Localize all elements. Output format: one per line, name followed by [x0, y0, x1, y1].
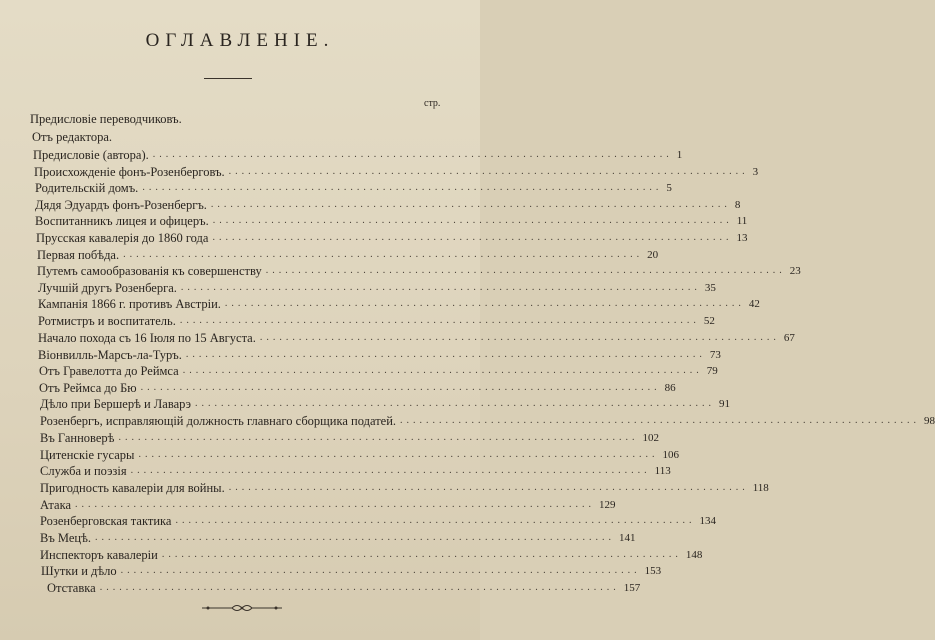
toc-entry-title: Начало похода съ 16 Іюля по 15 Августа.	[38, 331, 256, 345]
toc-entry-page-number: 106	[662, 449, 679, 461]
toc-entry-title: Отставка	[47, 581, 96, 595]
toc-entry-page-number: 102	[642, 432, 659, 444]
toc-entry-page-number: 86	[664, 382, 676, 394]
toc-entry-title: Прусская кавалерія до 1860 года	[36, 231, 209, 245]
toc-entry-title: Родительскій домъ.	[35, 181, 139, 195]
toc-entry	[40, 496, 616, 512]
toc-entry-title: Шутки и дѣло	[41, 564, 117, 578]
toc-entry-page-number: 113	[654, 465, 671, 477]
toc-entry	[40, 462, 671, 478]
toc-entry-page-number: 148	[685, 549, 703, 561]
toc-entry-title: Предисловіе (автора).	[33, 148, 149, 162]
toc-entry	[37, 246, 659, 262]
dot-leader: ................................................................................	[228, 482, 749, 493]
toc-entry	[37, 262, 801, 278]
dot-leader: ................................................................................	[180, 282, 701, 293]
toc-entry-title: Ротмистръ и воспитатель.	[38, 314, 176, 328]
dot-leader: ................................................................................	[140, 382, 661, 393]
toc-entry-title: Дѣло при Бершерѣ и Лаварэ	[40, 397, 192, 411]
toc-entry-title: Служба и поэзія	[40, 464, 127, 478]
toc-entry-title: Дядя Эдуардъ фонъ-Розенбергъ.	[35, 198, 207, 212]
toc-entry-page-number: 67	[783, 332, 795, 344]
toc-entry-title: Происхожденіе фонъ-Розенберговъ.	[34, 165, 225, 179]
toc-entry-page-number: 20	[647, 249, 659, 261]
toc-entry-title: Путемъ самообразованія къ совершенству	[37, 264, 262, 278]
toc-entry	[40, 529, 636, 545]
toc-entry-page-number: 98	[924, 415, 935, 427]
toc-entry-page-number: 118	[752, 482, 769, 494]
dot-leader: ................................................................................	[118, 432, 639, 443]
toc-entry-page-number: 42	[748, 298, 760, 310]
toc-entry	[35, 179, 672, 195]
toc-entry-title: Атака	[40, 498, 71, 512]
toc-entry	[40, 429, 659, 445]
dot-leader: ................................................................................	[142, 182, 663, 193]
toc-entry	[40, 512, 716, 528]
toc-entry	[38, 329, 795, 345]
toc-entry-title: Лучшій другъ Розенберга.	[38, 281, 177, 295]
toc-entry-title: Розенбергъ, исправляющій должность главнаго сборщика податей.	[40, 414, 397, 428]
dot-leader: ................................................................................	[195, 398, 716, 409]
dot-leader: ................................................................................	[185, 349, 706, 360]
toc-entry-page-number: 129	[599, 499, 616, 511]
toc-entry-title: Отъ редактора.	[32, 130, 112, 144]
toc-entry-page-number: 1	[676, 149, 683, 161]
toc-entry	[40, 546, 703, 562]
toc-entry-title: Предисловіе переводчиковъ.	[30, 112, 182, 126]
page-column-label: стр.	[424, 98, 441, 109]
toc-entry-page-number: 8	[734, 199, 741, 211]
toc-entry-title: Розенберговская тактика	[40, 514, 172, 528]
toc-entry	[38, 295, 760, 311]
dot-leader: ................................................................................	[400, 415, 921, 426]
dot-leader: ................................................................................	[161, 549, 682, 560]
toc-entry	[36, 229, 748, 245]
dot-leader: ................................................................................	[265, 265, 786, 276]
toc-entry	[39, 379, 676, 395]
toc-entry	[38, 279, 716, 295]
toc-entry-page-number: 91	[719, 398, 731, 410]
dot-leader: ................................................................................	[130, 465, 651, 476]
dot-leader: ................................................................................	[95, 532, 616, 543]
toc-entry-page-number: 13	[736, 232, 748, 244]
dot-leader: ................................................................................	[120, 565, 641, 576]
toc-entry-title: Кампанія 1866 г. противъ Австріи.	[38, 297, 221, 311]
toc-entry	[40, 479, 769, 495]
toc-entry-title: Инспекторъ кавалеріи	[40, 548, 158, 562]
dot-leader: ................................................................................	[179, 315, 700, 326]
toc-entry-title: Віонвилль-Марсъ-ла-Туръ.	[38, 348, 182, 362]
toc-entry-page-number: 141	[619, 532, 636, 544]
toc-entry-title: Въ Ганноверѣ	[40, 431, 115, 445]
toc-entry	[35, 196, 741, 212]
toc-entry	[32, 128, 448, 144]
dot-leader: ................................................................................	[212, 215, 733, 226]
toc-entry	[40, 412, 935, 428]
dot-leader: ................................................................................	[75, 499, 595, 510]
dot-leader: ................................................................................	[99, 582, 620, 593]
toc-entry	[47, 579, 641, 595]
toc-entry-page-number: 23	[789, 265, 801, 277]
toc-entry-title: Пригодность кавалеріи для войны.	[40, 481, 225, 495]
page-title: ОГЛАВЛЕНІЕ.	[145, 30, 335, 51]
dot-leader: ................................................................................	[182, 365, 703, 376]
dot-leader: ................................................................................	[228, 166, 749, 177]
toc-entry	[38, 312, 715, 328]
toc-entry	[40, 395, 731, 411]
toc-entry-page-number: 11	[736, 215, 748, 227]
toc-entry-title: Воспитанникъ лицея и офицеръ.	[35, 214, 209, 228]
toc-entry	[30, 110, 448, 126]
toc-entry-page-number: 35	[704, 282, 716, 294]
dot-leader: ................................................................................	[138, 449, 659, 460]
dot-leader: ................................................................................	[210, 199, 731, 210]
toc-entry-title: Первая побѣда.	[37, 248, 120, 262]
toc-entry	[35, 212, 748, 228]
toc-entry	[38, 346, 721, 362]
toc-entry-page-number: 5	[666, 182, 672, 194]
toc-entry-page-number: 79	[706, 365, 718, 377]
toc-entry	[41, 562, 662, 578]
toc-entry-page-number: 73	[709, 349, 721, 361]
toc-entry-title: Отъ Реймса до Бю	[39, 381, 137, 395]
dot-leader: ................................................................................	[212, 232, 733, 243]
toc-entry	[33, 146, 683, 162]
toc-entry-page-number: 3	[752, 166, 759, 178]
dot-leader: ................................................................................	[123, 249, 644, 260]
toc-entry-page-number: 52	[703, 315, 715, 327]
toc-entry-title: Въ Мецѣ.	[40, 531, 92, 545]
toc-entry-title: Отъ Гравелотта до Реймса	[39, 364, 179, 378]
dot-leader: ................................................................................	[259, 332, 780, 343]
dot-leader: ................................................................................	[175, 515, 696, 526]
dot-leader: ................................................................................	[224, 298, 745, 309]
toc-entry-page-number: 153	[644, 565, 662, 577]
dot-leader: ................................................................................	[152, 149, 673, 160]
toc-entry-page-number: 157	[623, 582, 641, 594]
toc-entry	[34, 163, 759, 179]
ornament-divider-icon	[202, 603, 282, 613]
toc-entry	[39, 362, 718, 378]
toc-entry	[40, 446, 679, 462]
toc-entry-title: Цитенскіе гусары	[40, 448, 135, 462]
toc-entry-page-number: 134	[699, 515, 716, 527]
